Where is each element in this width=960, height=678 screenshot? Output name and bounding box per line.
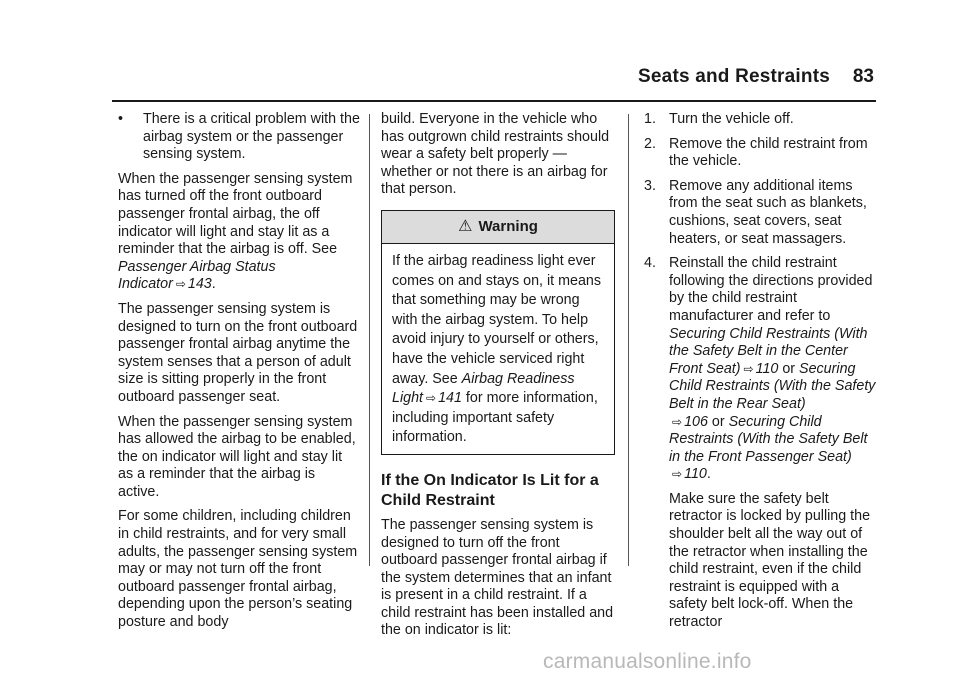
paragraph: build. Everyone in the vehicle who has outgrown child restraints should wear a safety belt properly — whether or not there is an airbag for that person. xyxy=(381,111,610,198)
page-ref-icon: ⇨ xyxy=(672,414,683,429)
column-2 xyxy=(381,111,615,647)
step-text: Remove the child restraint from the vehicle. xyxy=(669,135,868,170)
step-item xyxy=(644,111,876,129)
step-number: 1. xyxy=(644,111,656,127)
page-ref-icon: ⇨ xyxy=(426,391,437,406)
step-item: 4. Reinstall the child restraint following the directions provided by the child restraint manufacturer and refer to Securing Child Restraints (With the Safety Belt in the Center Front Seat) ⇨ 110 or Securing Child Restraints (With the Safety Belt in the Rear Seat) ⇨ 106 or Securing Child Restraints (With the Safety Belt in the Front Passenger Seat) ⇨ 110. xyxy=(644,255,876,483)
bullet-item xyxy=(118,111,360,164)
step-number: 2. xyxy=(644,135,656,152)
warning-header xyxy=(382,211,614,244)
paragraph: Make sure the safety belt retractor is locked by pulling the shoulder belt all the way out of the retractor when installing the child restraint, even if the child restraint is equipped with a safety belt lock-off. When the retractor xyxy=(669,490,871,631)
page-ref-icon: ⇨ xyxy=(672,467,683,482)
paragraph: For some children, including children in child restraints, and for very small adults, the passenger sensing system may or may not turn off the front outboard passenger frontal airbag, depending upon the person’s seating posture and body xyxy=(118,508,358,631)
warning-icon: ⚠ xyxy=(458,217,473,235)
paragraph: When the passenger sensing system has allowed the airbag to be enabled, the on indicator will light and stay lit as a reminder that the airbag is active. xyxy=(118,413,356,500)
cross-reference-link[interactable]: Securing Child Restraints (With the Safety Belt in the Center Front Seat) xyxy=(669,325,868,377)
bullet-text: There is a critical problem with the airbag system or the passenger sensing system. xyxy=(143,111,360,163)
column-1 xyxy=(118,111,360,639)
cross-reference-link[interactable]: Airbag Readiness Light xyxy=(392,370,575,407)
cross-reference-link[interactable]: Passenger Airbag Status Indicator xyxy=(118,258,276,293)
paragraph: When the passenger sensing system has turned off the front outboard passenger frontal airbag, the off indicator will light and stay lit as a reminder that the airbag is off. See Passenger Airbag Status Indicator ⇨ 143. xyxy=(118,170,353,293)
warning-title: Warning xyxy=(478,217,538,235)
page-number: 83 xyxy=(852,66,874,87)
column-3 xyxy=(644,111,876,639)
step-number: 4. xyxy=(644,255,656,272)
page-reference[interactable]: 141 xyxy=(438,390,462,407)
warning-body: If the airbag readiness light ever comes on and stays on, it means that something may be wrong with the airbag system. To help avoid injury to yourself or others, have the vehicle serviced right away. See Airbag Readiness Light ⇨ 141 for more information, including important safety information. xyxy=(392,252,602,446)
warning-box xyxy=(381,210,615,455)
paragraph: The passenger sensing system is designed to turn off the front outboard passenger frontal airbag if the system determines that an infant is present in a child restraint. If a child restraint has been installed and the on indicator is lit: xyxy=(381,516,614,639)
header-rule xyxy=(112,100,876,102)
watermark: carmanualsonline.info xyxy=(543,650,752,673)
step-number: 3. xyxy=(644,177,656,194)
page-ref-icon: ⇨ xyxy=(175,277,186,292)
paragraph: The passenger sensing system is designed to turn on the front outboard passenger frontal airbag anytime the system senses that a person of adult size is sitting properly in the front outboard passenger seat. xyxy=(118,300,358,405)
page-title: Seats and Restraints xyxy=(638,66,830,87)
column-divider-1 xyxy=(369,114,370,566)
section-heading: If the On Indicator Is Lit for a Child Restraint xyxy=(381,471,599,509)
step-text: Remove any additional items from the seat such as blankets, cushions, seat covers, seat heaters, or seat massagers. xyxy=(669,177,867,247)
page-ref-icon: ⇨ xyxy=(743,361,754,376)
page-reference[interactable]: 110 xyxy=(755,360,779,377)
step-text: Turn the vehicle off. xyxy=(669,111,794,127)
page-reference[interactable]: 106 xyxy=(684,413,708,430)
step-item xyxy=(644,136,876,171)
cross-reference-link[interactable]: Securing Child Restraints (With the Safety Belt in the Rear Seat) xyxy=(669,360,876,412)
page-reference[interactable]: 143 xyxy=(187,276,212,293)
bullet-icon: • xyxy=(118,111,124,127)
cross-reference-link[interactable]: Securing Child Restraints (With the Safety Belt in the Front Passenger Seat) xyxy=(669,413,868,465)
page-reference[interactable]: 110 xyxy=(684,466,707,483)
step-item xyxy=(644,178,876,248)
column-divider-2 xyxy=(628,114,629,566)
page-header xyxy=(0,66,960,96)
